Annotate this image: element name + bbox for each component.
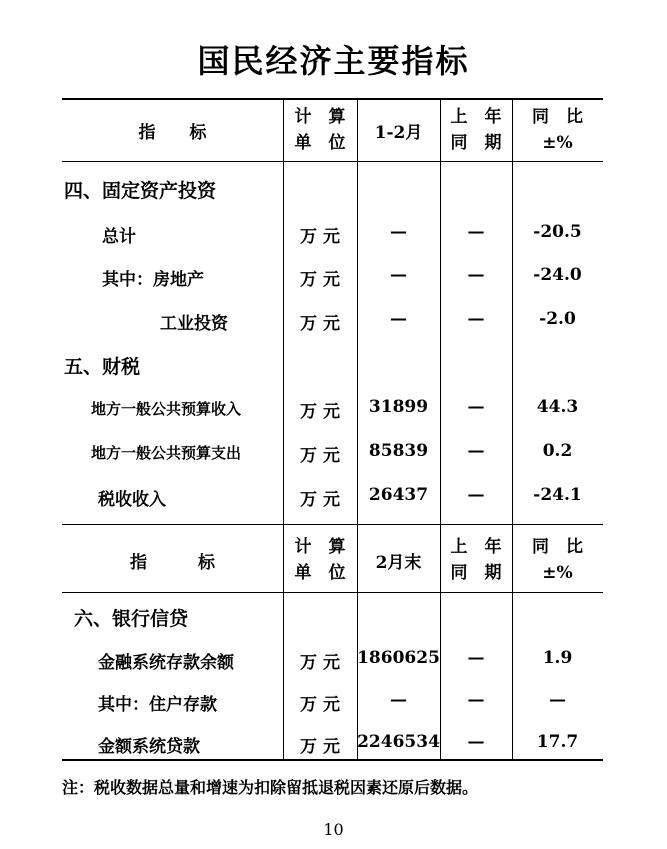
header-yoy-line1: 同 比 [532,537,583,557]
row-yoy: — [549,690,566,710]
header-last-year [440,534,512,586]
row-last-year: — [467,441,485,461]
row-unit: 万 元 [300,314,340,334]
row-yoy: -24.1 [533,485,582,505]
row-value: — [390,690,407,710]
header2-bottom-rule [62,592,603,593]
row-unit: 万 元 [300,227,340,247]
row-name: 其中：房地产 [102,270,204,290]
row-value: 26437 [368,485,429,505]
header-unit-line2: 单 位 [294,133,346,153]
section-title: 四、固定资产投资 [64,180,217,202]
row-name: 地方一般公共预算支出 [91,444,242,462]
row-yoy: -24.0 [533,265,582,285]
row-name: 其中：住户存款 [98,695,217,715]
header-period: 1-2月 [374,123,423,143]
row-value: — [390,265,407,285]
row-yoy: 44.3 [536,397,579,417]
header-last-year [440,104,512,156]
header-indicator: 指 标 [138,123,207,143]
row-unit: 万 元 [300,695,340,715]
row-name: 地方一般公共预算收入 [91,400,242,418]
row-unit: 万 元 [300,446,340,466]
row-last-year: — [467,732,485,752]
page-title: 国民经济主要指标 [197,42,470,80]
row-last-year: — [467,397,485,417]
row-yoy: 17.7 [536,732,579,752]
table-top-rule [62,98,603,100]
row-last-year: — [467,222,485,242]
header-last-year-line1: 上 年 [450,537,502,557]
table-bottom-rule [62,759,603,761]
row-yoy: 0.2 [542,441,573,461]
row-unit: 万 元 [300,737,340,757]
header-indicator: 指 标 [130,553,215,573]
row-value: 1860625 [357,648,440,668]
header2-top-rule [62,524,603,525]
row-last-year: — [467,690,485,710]
row-name: 工业投资 [160,314,228,334]
header-yoy-line1: 同 比 [532,107,583,127]
row-value: 2246534 [357,732,440,752]
header-period: 2月末 [375,553,422,573]
row-value: 85839 [368,441,429,461]
section-title: 六、银行信贷 [74,608,189,630]
row-value: — [390,309,407,329]
header-yoy-line2: ±% [542,133,573,153]
row-unit: 万 元 [300,490,340,510]
page-number: 10 [323,820,344,839]
row-last-year: — [467,309,485,329]
row-value: — [390,222,407,242]
header-last-year-line1: 上 年 [450,107,502,127]
row-last-year: — [467,648,485,668]
row-name: 总计 [102,227,136,247]
row-last-year: — [467,265,485,285]
row-yoy: 1.9 [542,648,573,668]
row-name: 金融系统存款余额 [98,653,234,673]
header1-bottom-rule [62,161,603,162]
row-yoy: -20.5 [533,222,582,242]
header-unit-line2: 单 位 [294,563,346,583]
row-name: 税收收入 [98,490,166,510]
row-name: 金额系统贷款 [98,737,200,757]
row-yoy: -2.0 [539,309,576,329]
row-unit: 万 元 [300,270,340,290]
section-title: 五、财税 [64,356,141,378]
header-yoy [512,104,603,156]
row-last-year: — [467,485,485,505]
header-yoy-line2: ±% [542,563,573,583]
row-unit: 万 元 [300,653,340,673]
header-last-year-line2: 同 期 [450,563,502,583]
header-unit-line1: 计 算 [294,107,346,127]
header-yoy [512,534,603,586]
row-value: 31899 [368,397,429,417]
footnote: 注：税收数据总量和增速为扣除留抵退税因素还原后数据。 [62,778,479,797]
header-unit-line1: 计 算 [294,537,346,557]
header-unit [283,534,357,586]
row-unit: 万 元 [300,402,340,422]
header-unit [283,104,357,156]
header-last-year-line2: 同 期 [450,133,502,153]
